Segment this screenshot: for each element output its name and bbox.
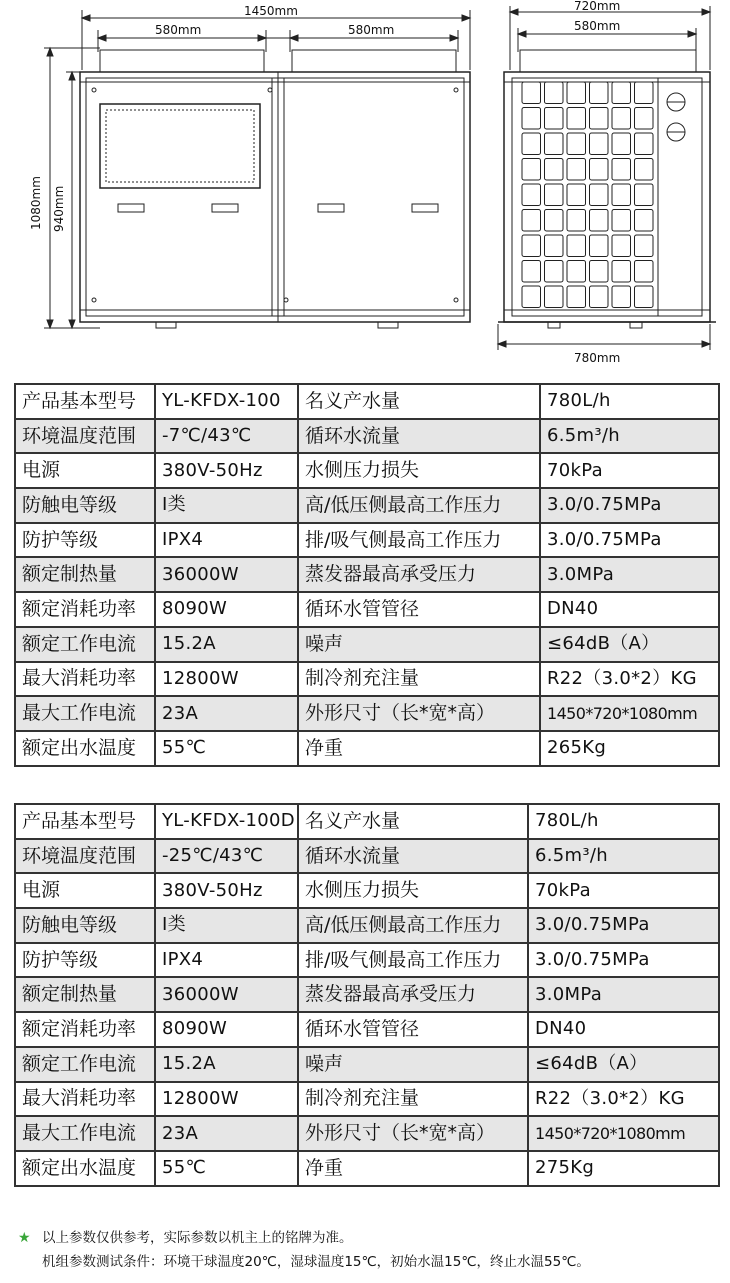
coil-cell (590, 286, 609, 308)
coil-cell (635, 184, 654, 206)
spec-value: DN40 (528, 1012, 719, 1047)
spec-value: 6.5m³/h (540, 419, 719, 454)
coil-cell (545, 184, 564, 206)
dim-side-depth: 720mm (574, 0, 621, 13)
spec-label: 高/低压侧最高工作压力 (298, 488, 540, 523)
spec-value: 55℃ (155, 731, 298, 766)
spec-value: 8090W (155, 592, 298, 627)
coil-cell (545, 261, 564, 283)
footnotes (18, 1226, 726, 1274)
coil-cell (612, 159, 631, 181)
spec-value: R22（3.0*2）KG (528, 1082, 719, 1117)
technical-drawing (0, 0, 730, 370)
spec-row (15, 1116, 719, 1151)
coil-cell (612, 184, 631, 206)
coil-cell (612, 108, 631, 130)
spec-value: 36000W (155, 557, 298, 592)
spec-value: 15.2A (155, 627, 298, 662)
spec-row (15, 557, 719, 592)
spec-value: 23A (155, 696, 298, 731)
spec-table-100 (14, 383, 720, 767)
spec-label: 循环水流量 (298, 839, 528, 874)
coil-cell (635, 261, 654, 283)
coil-cell (522, 235, 541, 257)
spec-label: 名义产水量 (298, 804, 528, 839)
spec-row (15, 943, 719, 978)
coil-cell (567, 210, 586, 232)
spec-label: 额定出水温度 (15, 1151, 155, 1186)
coil-cell (522, 184, 541, 206)
coil-cell (567, 286, 586, 308)
spec-table-100d (14, 803, 720, 1187)
spec-row (15, 1047, 719, 1082)
coil-cell (635, 286, 654, 308)
coil-cell (612, 235, 631, 257)
spec-row (15, 419, 719, 454)
coil-cell (522, 82, 541, 104)
spec-value: I类 (155, 908, 298, 943)
spec-row (15, 731, 719, 766)
coil-cell (567, 235, 586, 257)
spec-label: 制冷剂充注量 (298, 1082, 528, 1117)
spec-value: -25℃/43℃ (155, 839, 298, 874)
coil-cell (522, 210, 541, 232)
spec-row (15, 873, 719, 908)
spec-value: 3.0MPa (528, 977, 719, 1012)
star-icon: ★ (18, 1230, 31, 1246)
spec-label: 最大消耗功率 (15, 662, 155, 697)
coil-cell (522, 108, 541, 130)
spec-label: 额定工作电流 (15, 627, 155, 662)
spec-label: 环境温度范围 (15, 419, 155, 454)
spec-label: 最大工作电流 (15, 1116, 155, 1151)
spec-label: 防触电等级 (15, 488, 155, 523)
spec-label: 水侧压力损失 (298, 873, 528, 908)
spec-label: 产品基本型号 (15, 384, 155, 419)
coil-grid (522, 82, 653, 308)
spec-label: 额定消耗功率 (15, 592, 155, 627)
spec-value: 265Kg (540, 731, 719, 766)
coil-cell (545, 159, 564, 181)
spec-label: 额定制热量 (15, 557, 155, 592)
coil-cell (612, 133, 631, 155)
spec-value: 1450*720*1080mm (528, 1116, 719, 1151)
spec-value: 275Kg (528, 1151, 719, 1186)
spec-row (15, 662, 719, 697)
spec-label: 防护等级 (15, 523, 155, 558)
spec-row (15, 696, 719, 731)
spec-value: IPX4 (155, 943, 298, 978)
spec-label: 制冷剂充注量 (298, 662, 540, 697)
spec-value: 3.0/0.75MPa (528, 943, 719, 978)
spec-value: 12800W (155, 1082, 298, 1117)
spec-row (15, 453, 719, 488)
spec-row (15, 804, 719, 839)
dim-left-module: 580mm (155, 23, 202, 37)
dim-overall-height: 1080mm (29, 176, 43, 230)
coil-cell (590, 133, 609, 155)
coil-cell (567, 82, 586, 104)
spec-row (15, 488, 719, 523)
coil-cell (635, 159, 654, 181)
coil-cell (590, 235, 609, 257)
coil-cell (635, 133, 654, 155)
spec-value: 780L/h (540, 384, 719, 419)
spec-value: 8090W (155, 1012, 298, 1047)
spec-label: 最大工作电流 (15, 696, 155, 731)
footnote-2 (18, 1250, 726, 1274)
spec-row (15, 977, 719, 1012)
spec-value: 36000W (155, 977, 298, 1012)
spec-value: YL-KFDX-100D (155, 804, 298, 839)
footnote-text-1: 以上参数仅供参考，实际参数以机主上的铭牌为准。 (42, 1230, 353, 1246)
spec-value: -7℃/43℃ (155, 419, 298, 454)
coil-cell (567, 133, 586, 155)
spec-value: 70kPa (528, 873, 719, 908)
spec-label: 外形尺寸（长*宽*高） (298, 696, 540, 731)
coil-cell (590, 210, 609, 232)
coil-cell (522, 261, 541, 283)
spec-label: 额定工作电流 (15, 1047, 155, 1082)
spec-value: DN40 (540, 592, 719, 627)
spec-value: 23A (155, 1116, 298, 1151)
coil-cell (590, 184, 609, 206)
coil-cell (635, 108, 654, 130)
spec-label: 防护等级 (15, 943, 155, 978)
coil-cell (590, 108, 609, 130)
spec-value: I类 (155, 488, 298, 523)
coil-cell (612, 210, 631, 232)
spec-label: 电源 (15, 453, 155, 488)
spec-value: 1450*720*1080mm (540, 696, 719, 731)
coil-cell (590, 159, 609, 181)
spec-row (15, 1151, 719, 1186)
spec-label: 名义产水量 (298, 384, 540, 419)
spec-label: 外形尺寸（长*宽*高） (298, 1116, 528, 1151)
spec-row (15, 627, 719, 662)
spec-label: 高/低压侧最高工作压力 (298, 908, 528, 943)
spec-label: 噪声 (298, 1047, 528, 1082)
coil-cell (567, 108, 586, 130)
spec-row (15, 384, 719, 419)
spec-value: 12800W (155, 662, 298, 697)
coil-cell (590, 82, 609, 104)
spec-value: 3.0/0.75MPa (528, 908, 719, 943)
dim-overall-width: 1450mm (244, 4, 298, 18)
spec-label: 循环水流量 (298, 419, 540, 454)
coil-cell (635, 210, 654, 232)
spec-value: 380V-50Hz (155, 873, 298, 908)
coil-cell (612, 286, 631, 308)
dim-base-width: 780mm (574, 351, 621, 365)
spec-value: R22（3.0*2）KG (540, 662, 719, 697)
coil-cell (567, 184, 586, 206)
spec-row (15, 1082, 719, 1117)
spec-value: YL-KFDX-100 (155, 384, 298, 419)
spec-value: 6.5m³/h (528, 839, 719, 874)
coil-cell (522, 159, 541, 181)
spec-value: 3.0/0.75MPa (540, 488, 719, 523)
coil-cell (567, 261, 586, 283)
spec-value: ≤64dB（A） (528, 1047, 719, 1082)
coil-cell (590, 261, 609, 283)
spec-row (15, 839, 719, 874)
spec-label: 排/吸气侧最高工作压力 (298, 523, 540, 558)
spec-label: 最大消耗功率 (15, 1082, 155, 1117)
spec-row (15, 908, 719, 943)
spec-value: 380V-50Hz (155, 453, 298, 488)
spec-label: 电源 (15, 873, 155, 908)
spec-label: 额定制热量 (15, 977, 155, 1012)
coil-cell (567, 159, 586, 181)
coil-cell (635, 235, 654, 257)
spec-label: 噪声 (298, 627, 540, 662)
spec-label: 排/吸气侧最高工作压力 (298, 943, 528, 978)
dim-coil-width: 580mm (574, 19, 621, 33)
spec-row (15, 1012, 719, 1047)
spec-value: 55℃ (155, 1151, 298, 1186)
spec-label: 循环水管管径 (298, 1012, 528, 1047)
spec-value: 70kPa (540, 453, 719, 488)
spec-label: 防触电等级 (15, 908, 155, 943)
spec-value: 3.0MPa (540, 557, 719, 592)
spec-label: 蒸发器最高承受压力 (298, 977, 528, 1012)
spec-label: 额定消耗功率 (15, 1012, 155, 1047)
spec-value: IPX4 (155, 523, 298, 558)
coil-cell (545, 210, 564, 232)
coil-cell (545, 286, 564, 308)
spec-label: 净重 (298, 731, 540, 766)
spec-label: 蒸发器最高承受压力 (298, 557, 540, 592)
spec-label: 产品基本型号 (15, 804, 155, 839)
spec-label: 额定出水温度 (15, 731, 155, 766)
spec-row (15, 592, 719, 627)
spec-label: 水侧压力损失 (298, 453, 540, 488)
spec-row (15, 523, 719, 558)
spec-value: 3.0/0.75MPa (540, 523, 719, 558)
coil-cell (545, 108, 564, 130)
coil-cell (545, 235, 564, 257)
coil-cell (612, 261, 631, 283)
footnote-1 (18, 1226, 726, 1250)
spec-value: ≤64dB（A） (540, 627, 719, 662)
coil-cell (545, 82, 564, 104)
coil-cell (545, 133, 564, 155)
spec-label: 净重 (298, 1151, 528, 1186)
footnote-text-2: 机组参数测试条件：环境干球温度20℃，湿球温度15℃，初始水温15℃，终止水温55℃。 (42, 1254, 590, 1270)
spec-label: 循环水管管径 (298, 592, 540, 627)
coil-cell (522, 133, 541, 155)
dim-right-module: 580mm (348, 23, 395, 37)
dim-body-height: 940mm (52, 185, 66, 232)
coil-cell (522, 286, 541, 308)
spec-value: 15.2A (155, 1047, 298, 1082)
coil-cell (635, 82, 654, 104)
coil-cell (612, 82, 631, 104)
spec-value: 780L/h (528, 804, 719, 839)
spec-label: 环境温度范围 (15, 839, 155, 874)
